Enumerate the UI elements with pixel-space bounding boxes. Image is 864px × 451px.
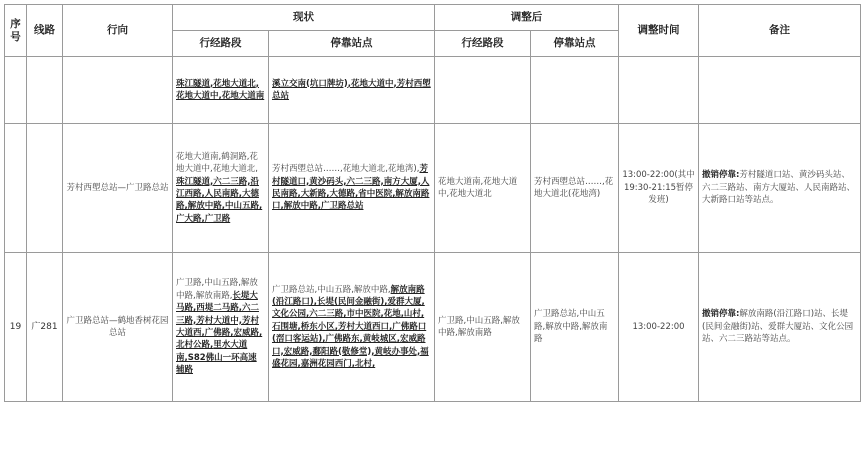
adj-path-cell <box>435 57 531 124</box>
text-segment: 珠江隧道,六二三路,沿江西路,人民南路,大德路,解放中路,中山五路,广大路,广卫路 <box>176 176 263 224</box>
header-adj-stops: 停靠站点 <box>531 31 619 57</box>
route-cell <box>27 57 63 124</box>
row1-path <box>176 78 265 103</box>
note-cell <box>699 57 861 124</box>
text-segment: 长堤大马路,西堤二马路,六二三路,芳村大道中,芳村大道西,广佛路,宏威路,北村公路, <box>176 290 263 351</box>
text-segment: ,花地大道南 <box>218 91 265 101</box>
path-cell <box>173 253 269 402</box>
header-stops: 停靠站点 <box>269 31 435 57</box>
header-seq: 序号 <box>5 5 27 57</box>
text-segment: 芳村隧道口,黄沙码头,六二三路,南方大厦,人民南路,大新路,大德路,省中医院,解放南路口,解放中路,广卫路总站 <box>272 164 430 212</box>
direction-cell: 广卫路总站—鹤地香树花园总站 <box>63 253 173 402</box>
table-row <box>5 253 861 402</box>
note-cell <box>699 124 861 253</box>
header-path: 行经路段 <box>173 31 269 57</box>
text-segment: ,芳村西塱总站 <box>272 78 431 101</box>
adj-stops-cell: 芳村西塱总站……,花地大道北(花地湾) <box>531 124 619 253</box>
row3-path <box>176 277 265 376</box>
text-segment: 广佛路东,黄岐城区,宏威路口,宏威路,鄱阳路(敬修堂),黄岐办事处,福盛花园,嘉洲花园西门,北村, <box>272 334 429 370</box>
text-segment: 花地大道南,鹤洞路,花地大道中,花地大道北, <box>176 151 258 175</box>
row2-stops <box>272 163 431 213</box>
stops-cell <box>269 57 435 124</box>
text-segment: 解放南路(沿江路口),长堤(民间金融街),爱群大厦, <box>272 284 425 307</box>
adj-stops-cell: 广卫路总站,中山五路,解放中路,解放南路 <box>531 253 619 402</box>
text-segment: 溪立交南(坑口牌坊) <box>272 78 348 89</box>
note-label: 撤销停靠: <box>702 170 740 181</box>
seq-cell <box>5 57 27 124</box>
path-cell <box>173 57 269 124</box>
text-segment: 文化公园,六二三路,市中医院,花地,山村,石围塘,桥东小区,芳村大道西口,广佛路口(滘口客运站), <box>272 309 427 345</box>
direction-cell: 芳村西塱总站—广卫路总站 <box>63 124 173 253</box>
route-adjustment-table <box>4 4 861 402</box>
header-note: 备注 <box>699 5 861 57</box>
path-cell <box>173 124 269 253</box>
header-direction: 行向 <box>63 5 173 57</box>
header-current: 现状 <box>173 5 435 31</box>
time-cell: 13:00-22:00(其中19:30-21:15暂停发班) <box>619 124 699 253</box>
row2-path <box>176 151 265 225</box>
row1-stops <box>272 78 431 103</box>
text-segment: 芳村西塱总站……,花地大道北,花地湾), <box>272 164 420 175</box>
note-text: 芳村隧道口站、黄沙码头站、六二三路站、南方大厦站、人民南路站、大新路口站等站点。 <box>702 170 856 206</box>
seq-cell <box>5 124 27 253</box>
time-cell: 13:00-22:00 <box>619 253 699 402</box>
text-segment: ,花地大道北 <box>210 78 256 89</box>
text-segment: ,花地大道中 <box>347 78 394 89</box>
time-cell <box>619 57 699 124</box>
text-segment: ,花地大道中 <box>176 78 259 101</box>
stops-cell <box>269 124 435 253</box>
note-cell <box>699 253 861 402</box>
text-segment: 里水大道南,S82佛山一环高速辅路 <box>176 340 257 376</box>
seq-cell: 19 <box>5 253 27 402</box>
adj-stops-cell <box>531 57 619 124</box>
direction-cell <box>63 57 173 124</box>
header-adjusted: 调整后 <box>435 5 619 31</box>
route-cell: 广281 <box>27 253 63 402</box>
table-row <box>5 57 861 124</box>
stops-cell <box>269 253 435 402</box>
header-route: 线路 <box>27 5 63 57</box>
table-row <box>5 124 861 253</box>
note-text: 解放南路(沿江路口)站、长堤(民间金融街)站、爱群大厦站、文化公园站、六二三路站等站点。 <box>702 309 854 345</box>
text-segment: 珠江隧道 <box>176 78 211 89</box>
adj-path-cell: 广卫路,中山五路,解放中路,解放南路 <box>435 253 531 402</box>
route-cell <box>27 124 63 253</box>
header-time: 调整时间 <box>619 5 699 57</box>
header-adj-path: 行经路段 <box>435 31 531 57</box>
note-label: 撤销停靠: <box>702 309 740 320</box>
text-segment: 广卫路总站,中山五路,解放中路, <box>272 284 391 295</box>
text-segment: 广卫路,中山五路,解放中路,解放南路, <box>176 278 258 301</box>
row3-stops <box>272 284 431 371</box>
adj-path-cell: 花地大道南,花地大道中,花地大道北 <box>435 124 531 253</box>
